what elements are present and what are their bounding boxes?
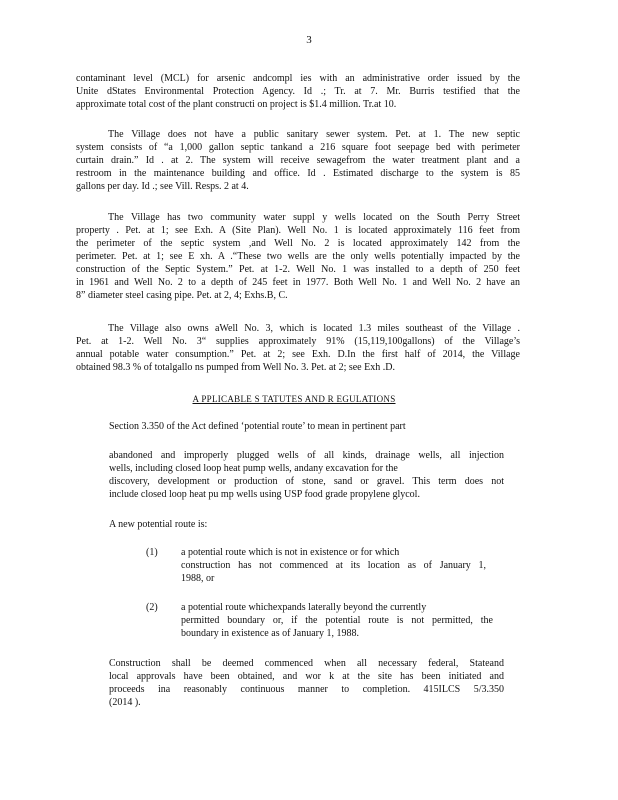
text-line: The Village also owns aWell No. 3, which is located 1.3 miles southeast of the Village .	[108, 323, 520, 334]
text-line: gallons per day. Id .; see Vill. Resps. 2 at 4.	[76, 181, 249, 192]
statute-quote	[109, 449, 504, 501]
text-line: Construction shall be deemed commenced when all necessary federal, Stateand	[109, 658, 504, 669]
text-line: 1988, or	[181, 573, 215, 584]
text-line: system consists of “a 1,000 gallon septic tankand a 216 square foot seepage bed with perimeter	[76, 142, 520, 153]
section-heading: A PPLICABLE S TATUTES AND R EGULATIONS	[192, 394, 396, 404]
text-line: wells, including closed loop heat pump wells, andany excavation for the	[109, 463, 398, 474]
paragraph-wells	[76, 211, 520, 302]
text-line: restroom in the maintenance building and office. Id . Estimated discharge to the system is 85	[76, 168, 520, 179]
paragraph-well-3	[76, 322, 520, 374]
text-line: Unite dStates Environmental Protection Agency. Id .; Tr. at 7. Mr. Burris testified that the	[76, 86, 520, 97]
paragraph-mcl	[76, 72, 520, 111]
list-item	[181, 601, 493, 640]
text-line: permitted boundary or, if the potential route is not permitted, the	[181, 615, 493, 626]
text-line: a potential route whichexpands laterally beyond the currently	[181, 602, 427, 613]
section-intro: Section 3.350 of the Act defined ‘potential route’ to mean in pertinent part	[109, 421, 406, 432]
text-line: property . Pet. at 1; see Exh. A (Site Plan). Well No. 1 is located approximately 116 feet from	[76, 225, 520, 236]
text-line: annual potable water consumption.” Pet. at 2; see Exh. D.In the first half of 2014, the Village	[76, 349, 520, 360]
text-line: a potential route which is not in existence or for which	[181, 547, 400, 558]
page-number: 3	[306, 34, 312, 46]
new-route-intro: A new potential route is:	[109, 519, 208, 530]
list-item	[181, 546, 486, 585]
text-line: approximate total cost of the plant constructi on project is $1.4 million. Tr.at 10.	[76, 99, 397, 110]
text-line: 8” diameter steel casing pipe. Pet. at 2, 4; Exhs.B, C.	[76, 290, 288, 301]
text-line: discovery, development or production of stone, sand or gravel. This term does not	[109, 476, 504, 487]
item-number: (1)	[146, 547, 158, 558]
text-line: obtained 98.3 % of totalgallo ns pumped from Well No. 3. Pet. at 2; see Exh .D.	[76, 362, 395, 373]
text-line: the perimeter of the septic system ,and Well No. 2 is located approximately 142 from the	[76, 238, 520, 249]
paragraph-sewer	[76, 128, 520, 193]
text-line: The Village does not have a public sanitary sewer system. Pet. at 1. The new septic	[108, 129, 520, 140]
text-line: boundary in existence as of January 1, 1988.	[181, 628, 360, 639]
text-line: (2014 ).	[109, 697, 141, 708]
text-line: The Village has two community water suppl y wells located on the South Perry Street	[108, 212, 520, 223]
text-line: construction of the Septic System.” Pet. at 1-2. Well No. 1 was installed to a depth of 250 feet	[76, 264, 520, 275]
text-line: proceeds ina reasonably continuous manner to completion. 415ILCS 5/3.350	[109, 684, 504, 695]
text-line: in 1961 and Well No. 2 to a depth of 245 feet in 1977. Both Well No. 1 and Well No. 2 have an	[76, 277, 520, 288]
text-line: construction has not commenced at its location as of January 1,	[181, 560, 486, 571]
text-line: include closed loop heat pu mp wells using USP food grade propylene glycol.	[109, 489, 420, 500]
item-number: (2)	[146, 602, 158, 613]
text-line: local approvals have been obtained, and wor k at the site has been initiated and	[109, 671, 504, 682]
text-line: contaminant level (MCL) for arsenic andcompl ies with an administrative order issued by the	[76, 73, 520, 84]
text-line: abandoned and improperly plugged wells of all kinds, drainage wells, all injection	[109, 450, 504, 461]
text-line: Pet. at 1-2. Well No. 3“ supplies approximately 91% (15,119,100gallons) of the Village’s	[76, 336, 520, 347]
text-line: curtain drain.” Id . at 2. The system will receive sewagefrom the water treatment plant and a	[76, 155, 520, 166]
construction-paragraph	[109, 657, 504, 709]
text-line: perimeter. Pet. at 1; see E xh. A .“These two wells are the only wells potentially impacted by the	[76, 251, 520, 262]
